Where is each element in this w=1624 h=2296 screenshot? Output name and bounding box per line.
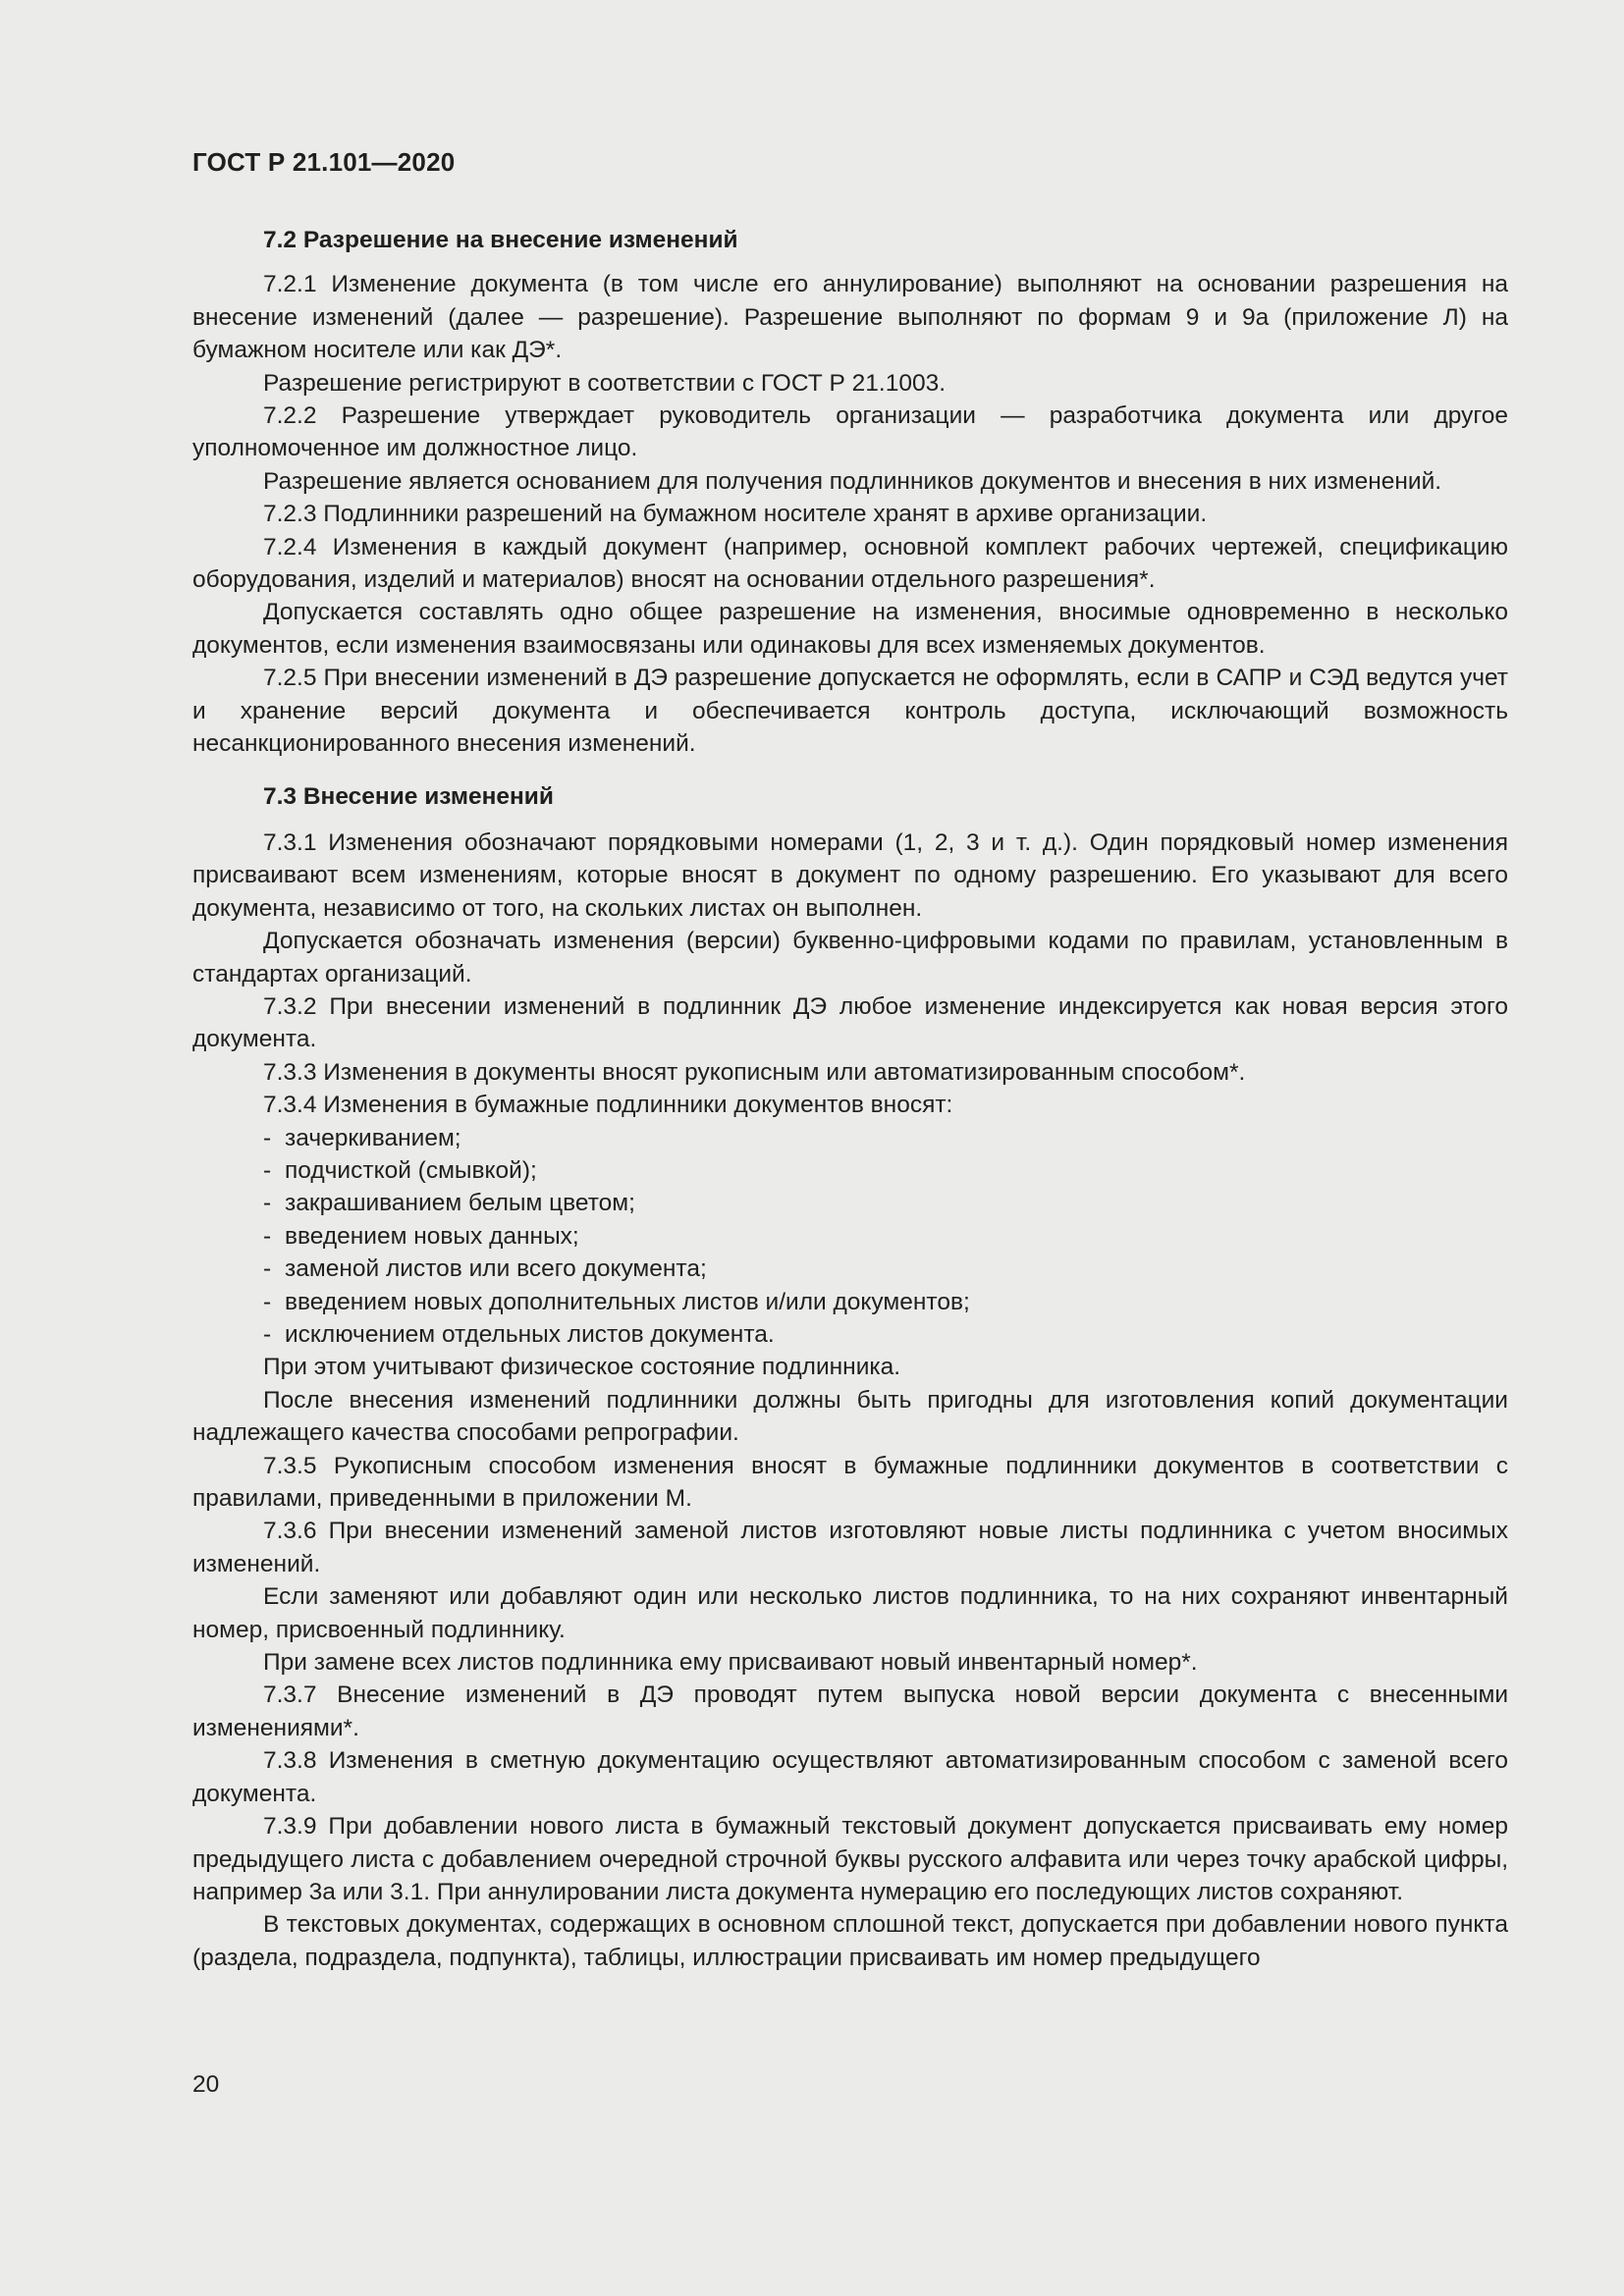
paragraph: 7.3.7 Внесение изменений в ДЭ проводят путем выпуска новой версии документа с внесенными изменениями*. (192, 1682, 1508, 1741)
paragraph: 7.2.2 Разрешение утверждает руководитель организации — разработчика документа или другое уполномоченное им должностное лицо. (192, 402, 1508, 462)
paragraph: 7.2.4 Изменения в каждый документ (например, основной комплект рабочих чертежей, спецификацию оборудования, изделий и материалов) вносят на основании отдельного разрешения*. (192, 533, 1508, 594)
paragraph: Разрешение является основанием для получения подлинников документов и внесения в них изменений. (263, 467, 1442, 495)
standard-header: ГОСТ Р 21.101—2020 (192, 147, 456, 177)
list-item-text: подчисткой (смывкой); (285, 1156, 537, 1184)
list-item (263, 1187, 1508, 1219)
paragraph: 7.2.3 Подлинники разрешений на бумажном носителе хранят в архиве организации. (263, 501, 1208, 528)
paragraph: Разрешение регистрируют в соответствии с ГОСТ Р 21.1003. (263, 369, 947, 397)
paragraph: После внесения изменений подлинники должны быть пригодны для изготовления копий документации надлежащего качества способами репрографии. (192, 1386, 1508, 1447)
paragraph: 7.2.5 При внесении изменений в ДЭ разрешение допускается не оформлять, если в САПР и СЭД ведутся учет и хранение версий документа и обеспечивается контроль доступа, исключающий возможность несанкционированного внесения изменений. (192, 665, 1508, 758)
paragraph: 7.2.1 Изменение документа (в том числе его аннулирование) выполняют на основании разрешения на внесение изменений (далее — разрешение). Разрешение выполняют по формам 9 и 9а (приложение Л) на бумажном носителе или как ДЭ*. (192, 271, 1508, 364)
list-dash: - (263, 1156, 272, 1184)
paragraph: 7.3.8 Изменения в сметную документацию осуществляют автоматизированным способом с заменой всего документа. (192, 1747, 1508, 1807)
list-dash: - (263, 1222, 272, 1250)
paragraph: 7.3.5 Рукописным способом изменения вносят в бумажные подлинники документов в соответствии с правилами, приведенными в приложении М. (192, 1452, 1508, 1513)
list-item-text: исключением отдельных листов документа. (285, 1321, 775, 1348)
list-item-text: введением новых данных; (285, 1222, 579, 1250)
list-item-text: заменой листов или всего документа; (285, 1255, 707, 1283)
list-item (263, 1286, 1508, 1318)
paragraph: 7.3.9 При добавлении нового листа в бумажный текстовый документ допускается присваивать ему номер предыдущего листа с добавлением очередной строчной буквы русского алфавита или через точку арабской цифры, например 3а или 3.1. При аннулировании листа документа нумерацию его последующих листов сохраняют. (192, 1813, 1508, 1905)
paragraph: 7.3.1 Изменения обозначают порядковыми номерами (1, 2, 3 и т. д.). Один порядковый номер изменения присваивают всем изменениям, которые вносят в документ по одному разрешению. Его указывают для всего документа, независимо от того, на скольких листах он выполнен. (192, 828, 1508, 922)
list-item-text: закрашиванием белым цветом; (285, 1190, 635, 1217)
list-dash: - (263, 1124, 272, 1151)
list-item-text: зачеркиванием; (285, 1124, 461, 1151)
list-item-text: введением новых дополнительных листов и/или документов; (285, 1288, 970, 1315)
paragraph: 7.3.3 Изменения в документы вносят рукописным или автоматизированным способом*. (263, 1058, 1246, 1086)
change-methods-list (192, 1122, 1508, 1352)
paragraph: 7.3.2 При внесении изменений в подлинник ДЭ любое изменение индексируется как новая версия этого документа. (192, 992, 1508, 1053)
paragraph: В текстовых документах, содержащих в основном сплошной текст, допускается при добавлении нового пункта (раздела, подраздела, подпункта), таблицы, иллюстрации присваивать им номер предыдущего (192, 1911, 1508, 1971)
list-dash: - (263, 1255, 272, 1283)
list-item (263, 1318, 1508, 1351)
page-number: 20 (192, 2071, 220, 2098)
list-item (263, 1122, 1508, 1154)
section-heading-7-3: 7.3 Внесение изменений (263, 782, 554, 810)
list-dash: - (263, 1288, 272, 1315)
section-heading-7-2: 7.2 Разрешение на внесение изменений (263, 227, 738, 253)
list-item (263, 1253, 1508, 1285)
section-7-3-body (192, 827, 1508, 1974)
document-body (192, 224, 1508, 1974)
paragraph: 7.3.6 При внесении изменений заменой листов изготовляют новые листы подлинника с учетом вносимых изменений. (192, 1518, 1508, 1577)
paragraph: Если заменяют или добавляют один или несколько листов подлинника, то на них сохраняют инвентарный номер, присвоенный подлиннику. (192, 1583, 1508, 1643)
list-item (263, 1220, 1508, 1253)
paragraph: 7.3.4 Изменения в бумажные подлинники документов вносят: (263, 1092, 953, 1119)
list-item (263, 1154, 1508, 1187)
list-dash: - (263, 1321, 272, 1348)
paragraph: Допускается составлять одно общее разрешение на изменения, вносимые одновременно в несколько документов, если изменения взаимосвязаны или одинаковы для всех изменяемых документов. (192, 599, 1508, 659)
paragraph: Допускается обозначать изменения (версии) буквенно-цифровыми кодами по правилам, установленным в стандартах организаций. (192, 928, 1508, 988)
paragraph: При замене всех листов подлинника ему присваивают новый инвентарный номер*. (263, 1649, 1198, 1677)
section-7-2-body (192, 268, 1508, 760)
list-dash: - (263, 1190, 272, 1217)
paragraph: При этом учитывают физическое состояние подлинника. (263, 1354, 901, 1381)
